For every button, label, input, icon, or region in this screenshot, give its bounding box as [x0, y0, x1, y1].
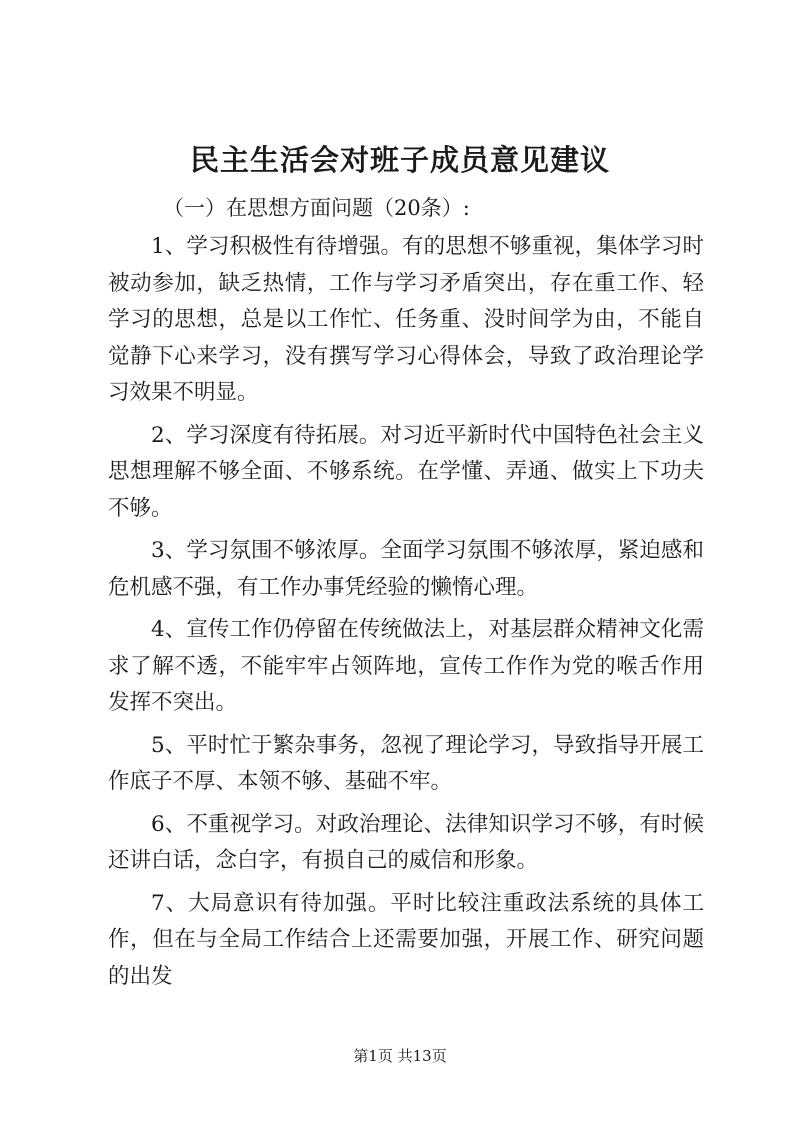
document-title: 民主生活会对班子成员意见建议 — [189, 143, 610, 177]
document-body — [108, 229, 704, 1001]
paragraph-5: 5、平时忙于繁杂事务，忽视了理论学习，导致指导开展工作底子不厚、本领不够、基础不牢。 — [108, 732, 704, 794]
paragraph-4: 4、宣传工作仍停留在传统做法上，对基层群众精神文化需求了解不透，不能牢牢占领阵地，宣传工作作为党的喉舌作用发挥不突出。 — [108, 617, 704, 715]
paragraph-2: 2、学习深度有待拓展。对习近平新时代中国特色社会主义思想理解不够全面、不够系统。在学懂、弄通、做实上下功夫不够。 — [108, 422, 704, 521]
paragraph-6: 6、不重视学习。对政治理论、法律知识学习不够，有时候还讲白话，念白字，有损自己的威信和形象。 — [108, 811, 704, 873]
page-footer: 第1页 共13页 — [353, 1047, 447, 1065]
paragraph-1: 1、学习积极性有待增强。有的思想不够重视，集体学习时被动参加，缺乏热情，工作与学习矛盾突出，存在重工作、轻学习的思想，总是以工作忙、任务重、没时间学为由，不能自觉静下心来学习，没有撰写学习心得体会，导致了政治理论学习效果不明显。 — [108, 234, 704, 405]
paragraph-7: 7、大局意识有待加强。平时比较注重政法系统的具体工作，但在与全局工作结合上还需要加强，开展工作、研究问题的出发 — [108, 890, 704, 989]
section-heading: （一）在思想方面问题（20条）: — [163, 196, 470, 220]
paragraph-3: 3、学习氛围不够浓厚。全面学习氛围不够浓厚，紧迫感和危机感不强，有工作办事凭经验的懒惰心理。 — [108, 538, 704, 600]
